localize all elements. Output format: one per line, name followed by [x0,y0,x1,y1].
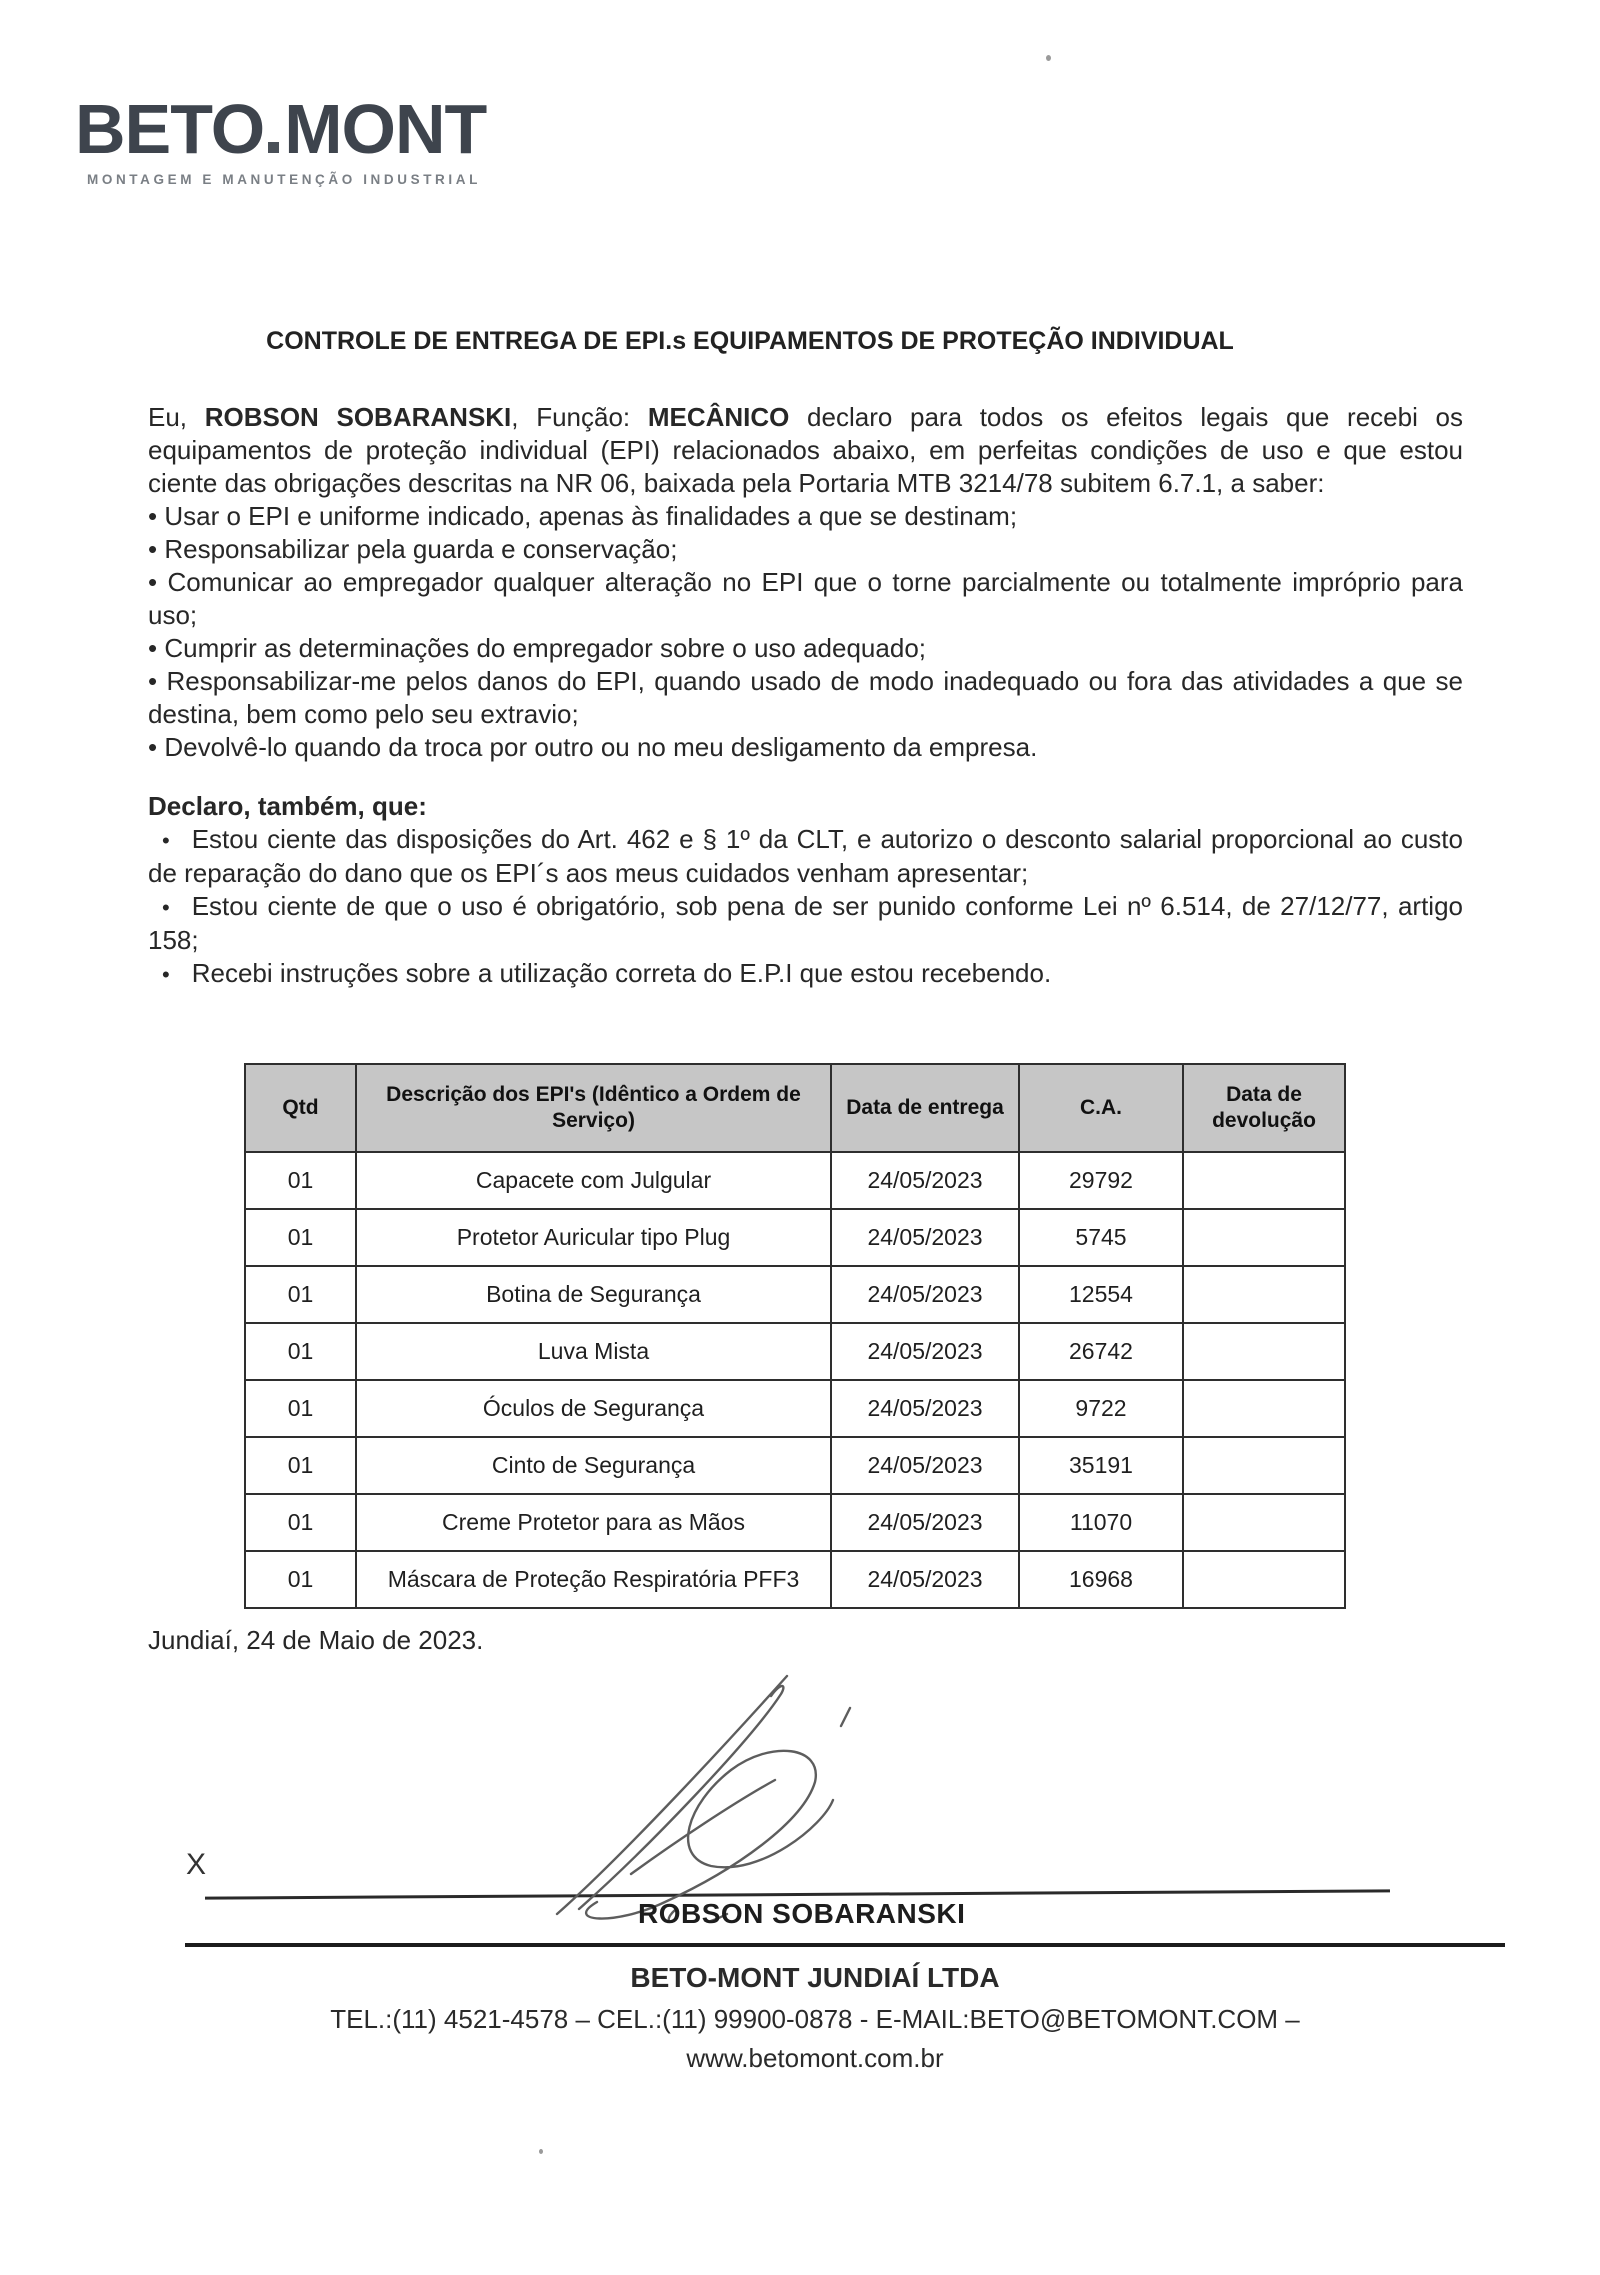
qtd-cell: 01 [245,1380,356,1437]
table-row [245,1551,1345,1608]
table-row [245,1152,1345,1209]
table-row [245,1494,1345,1551]
devolucao-cell [1183,1437,1345,1494]
table-header-devolucao: Data de devolução [1183,1064,1345,1152]
ca-cell: 5745 [1019,1209,1183,1266]
qtd-cell: 01 [245,1437,356,1494]
qtd-cell: 01 [245,1266,356,1323]
qtd-cell: 01 [245,1494,356,1551]
employee-name: ROBSON SOBARANSKI [204,402,512,432]
footer-divider [185,1943,1505,1947]
devolucao-cell [1183,1380,1345,1437]
qtd-cell: 01 [245,1323,356,1380]
descricao-cell: Protetor Auricular tipo Plug [356,1209,831,1266]
ca-cell: 26742 [1019,1323,1183,1380]
descricao-cell: Óculos de Segurança [356,1380,831,1437]
footer-contacts: TEL.:(11) 4521-4578 – CEL.:(11) 99900-0878 - E-MAIL:BETO@BETOMONT.COM – [330,2004,1300,2034]
obligation-item: • Responsabilizar-me pelos danos do EPI, quando usado de modo inadequado ou fora das atividades a que se destina, bem como pelo seu extravio; [148,665,1463,731]
ca-cell: 35191 [1019,1437,1183,1494]
logo-square-dot-icon [268,142,279,153]
table-row [245,1323,1345,1380]
table-header-entrega: Data de entrega [831,1064,1019,1152]
epi-table [244,1063,1346,1609]
obligation-item: • Devolvê-lo quando da troca por outro ou no meu desligamento da empresa. [148,731,1463,764]
table-header-qtd: Qtd [245,1064,356,1152]
descricao-cell: Máscara de Proteção Respiratória PFF3 [356,1551,831,1608]
descricao-cell: Capacete com Julgular [356,1152,831,1209]
table-row [245,1437,1345,1494]
logo-wordmark [75,90,487,168]
obligation-item: • Usar o EPI e uniforme indicado, apenas às finalidades a que se destinam; [148,500,1463,533]
logo-text-right: MONT [284,90,487,168]
entrega-cell: 24/05/2023 [831,1323,1019,1380]
devolucao-cell [1183,1551,1345,1608]
document-body [148,401,1463,991]
devolucao-cell [1183,1266,1345,1323]
descricao-cell: Cinto de Segurança [356,1437,831,1494]
footer-company: BETO-MONT JUNDIAÍ LTDA [630,1962,1000,1993]
qtd-cell: 01 [245,1209,356,1266]
obligation-item: • Cumprir as determinações do empregador sobre o uso adequado; [148,632,1463,665]
entrega-cell: 24/05/2023 [831,1437,1019,1494]
devolucao-cell [1183,1323,1345,1380]
declaro-heading: Declaro, também, que: [148,791,427,821]
company-logo [75,90,487,187]
qtd-cell: 01 [245,1551,356,1608]
descricao-cell: Creme Protetor para as Mãos [356,1494,831,1551]
ca-cell: 9722 [1019,1380,1183,1437]
footer [15,1962,1600,2074]
table-header-row [245,1064,1345,1152]
devolucao-cell [1183,1494,1345,1551]
scan-artifact-dot [539,2149,543,2154]
entrega-cell: 24/05/2023 [831,1266,1019,1323]
scan-artifact-dot [1046,55,1051,61]
entrega-cell: 24/05/2023 [831,1551,1019,1608]
table-row [245,1209,1345,1266]
declaration-item: • Estou ciente de que o uso é obrigatório, sob pena de ser punido conforme Lei nº 6.514, de 27/12/77, artigo 158; [148,890,1463,957]
employee-role: MECÂNICO [647,402,790,432]
document-title: CONTROLE DE ENTREGA DE EPI.s EQUIPAMENTOS DE PROTEÇÃO INDIVIDUAL [266,327,1234,355]
table-row [245,1380,1345,1437]
ca-cell: 16968 [1019,1551,1183,1608]
descricao-cell: Luva Mista [356,1323,831,1380]
table-header-descricao: Descrição dos EPI's (Idêntico a Ordem de Serviço) [356,1064,831,1152]
table-header-ca: C.A. [1019,1064,1183,1152]
intro-rest: declaro para todos os efeitos legais que recebi os equipamentos de proteção individual (EPI) relacionados abaixo, em perfeitas condições de uso e que estou ciente das obrigações descritas na NR 06, baixada pela Portaria MTB 3214/78 subitem 6.7.1, a saber: [148,402,1463,498]
devolucao-cell [1183,1152,1345,1209]
obligation-item: • Responsabilizar pela guarda e conservação; [148,533,1463,566]
entrega-cell: 24/05/2023 [831,1152,1019,1209]
signature-x-mark: X [186,1848,207,1881]
logo-tagline: MONTAGEM E MANUTENÇÃO INDUSTRIAL [87,172,481,187]
declaration-item: • Recebi instruções sobre a utilização correta do E.P.I que estou recebendo. [148,957,1463,991]
table-row [245,1266,1345,1323]
intro-paragraph [148,401,1463,500]
entrega-cell: 24/05/2023 [831,1209,1019,1266]
ca-cell: 29792 [1019,1152,1183,1209]
entrega-cell: 24/05/2023 [831,1494,1019,1551]
logo-text-left: BETO [75,90,265,168]
declaration-item: • Estou ciente das disposições do Art. 462 e § 1º da CLT, e autorizo o desconto salarial proporcional ao custo de reparação do dano que os EPI´s aos meus cuidados venham apresentar; [148,823,1463,890]
dateline: Jundiaí, 24 de Maio de 2023. [148,1625,484,1655]
footer-website: www.betomont.com.br [686,2043,944,2073]
intro-prefix: Eu, [148,402,205,432]
obligation-item: • Comunicar ao empregador qualquer alteração no EPI que o torne parcialmente ou totalmente impróprio para uso; [148,566,1463,632]
devolucao-cell [1183,1209,1345,1266]
ca-cell: 12554 [1019,1266,1183,1323]
descricao-cell: Botina de Segurança [356,1266,831,1323]
intro-middle: , Função: [511,402,648,432]
ca-cell: 11070 [1019,1494,1183,1551]
handwritten-signature-icon [535,1662,875,1922]
signatory-name: ROBSON SOBARANSKI [638,1898,966,1929]
entrega-cell: 24/05/2023 [831,1380,1019,1437]
qtd-cell: 01 [245,1152,356,1209]
